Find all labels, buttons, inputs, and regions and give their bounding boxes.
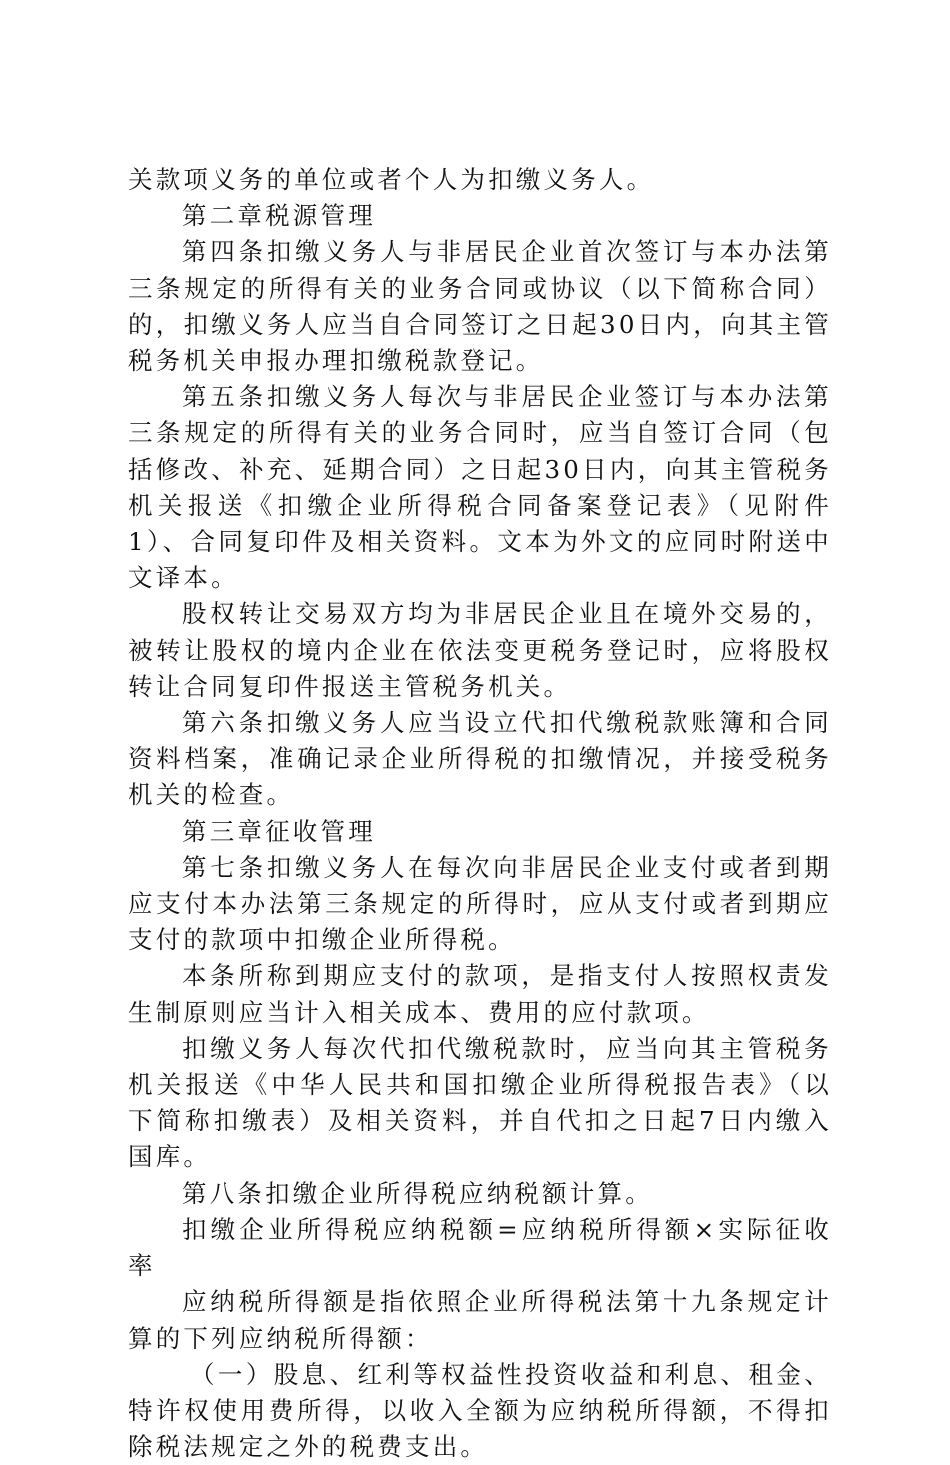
paragraph-article-seven: 第七条扣缴义务人在每次向非居民企业支付或者到期应支付本办法第三条规定的所得时，应从支付或者到期应支付的款项中扣缴企业所得税。 bbox=[128, 852, 832, 955]
paragraph-article-eight: 第八条扣缴企业所得税应纳税额计算。 bbox=[182, 1178, 653, 1208]
document-page bbox=[128, 162, 832, 1465]
paragraph-item-one: （一）股息、红利等权益性投资收益和利息、租金、特许权使用费所得，以收入全额为应纳税所得额，不得扣除税法规定之外的税费支出。 bbox=[128, 1359, 832, 1462]
paragraph-taxable-income-definition: 应纳税所得额是指依照企业所得税法第十九条规定计算的下列应纳税所得额： bbox=[128, 1287, 832, 1353]
paragraph-tax-formula: 扣缴企业所得税应纳税额=应纳税所得额×实际征收率 bbox=[128, 1214, 832, 1281]
heading-chapter-two: 第二章税源管理 bbox=[182, 201, 376, 231]
paragraph-article-four: 第四条扣缴义务人与非居民企业首次签订与本办法第三条规定的所得有关的业务合同或协议（以下简称合同）的，扣缴义务人应当自合同签订之日起30日内，向其主管税务机关申报办理扣缴税款登记。 bbox=[128, 237, 832, 376]
paragraph-article-five: 第五条扣缴义务人每次与非居民企业签订与本办法第三条规定的所得有关的业务合同时，应当自签订合同（包括修改、补充、延期合同）之日起30日内，向其主管税务机关报送《扣缴企业所得税合同备案登记表》（见附件1）、合同复印件及相关资料。文本为外文的应同时附送中文译本。 bbox=[128, 382, 832, 593]
paragraph-payable-definition: 本条所称到期应支付的款项，是指支付人按照权责发生制原则应当计入相关成本、费用的应付款项。 bbox=[128, 961, 832, 1027]
paragraph-equity-transfer: 股权转让交易双方均为非居民企业且在境外交易的，被转让股权的境内企业在依法变更税务登记时，应将股权转让合同复印件报送主管税务机关。 bbox=[128, 599, 832, 701]
heading-chapter-three: 第三章征收管理 bbox=[182, 816, 376, 846]
paragraph-report-submission: 扣缴义务人每次代扣代缴税款时，应当向其主管税务机关报送《中华人民共和国扣缴企业所得税报告表》（以下简称扣缴表）及相关资料，并自代扣之日起7日内缴入国库。 bbox=[128, 1033, 832, 1172]
paragraph-article-six: 第六条扣缴义务人应当设立代扣代缴税款账簿和合同资料档案，准确记录企业所得税的扣缴情况，并接受税务机关的检查。 bbox=[128, 708, 832, 810]
paragraph-withholding-agent-definition-tail: 关款项义务的单位或者个人为扣缴义务人。 bbox=[128, 165, 655, 194]
